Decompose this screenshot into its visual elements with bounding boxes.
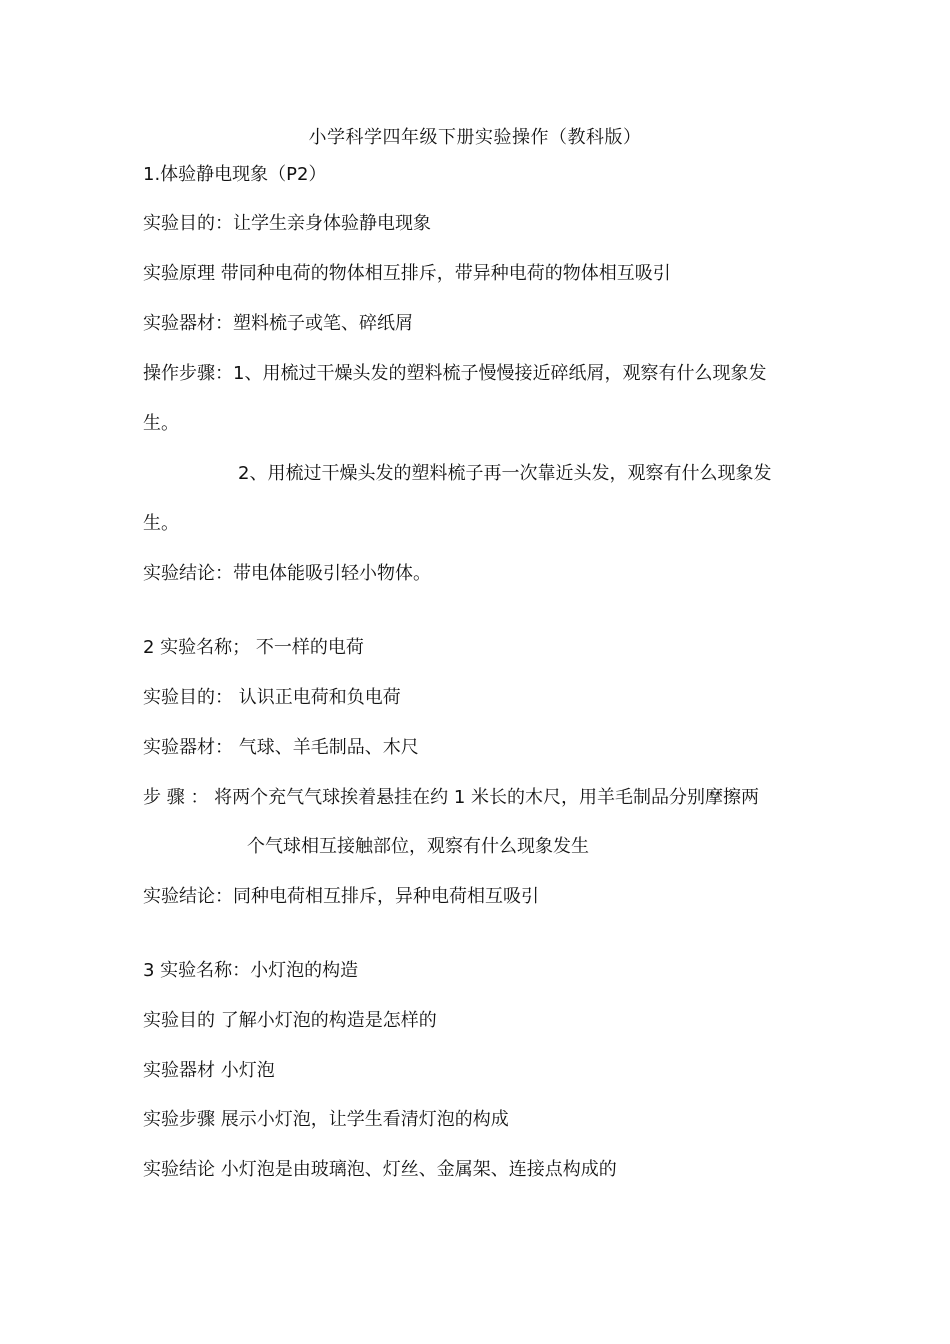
section3-steps: 实验步骤 展示小灯泡，让学生看清灯泡的构成 [143, 1109, 509, 1130]
section3-materials: 实验器材 小灯泡 [143, 1060, 275, 1081]
section1-purpose: 实验目的：让学生亲身体验静电现象 [143, 213, 431, 234]
section1-step2-line2: 生。 [143, 513, 179, 534]
section2-heading: 2 实验名称； 不一样的电荷 [143, 637, 364, 658]
document-title: 小学科学四年级下册实验操作（教科版） [308, 127, 642, 148]
section3-heading: 3 实验名称：小灯泡的构造 [143, 960, 359, 981]
section2-materials: 实验器材： 气球、羊毛制品、木尺 [143, 737, 419, 758]
section1-materials: 实验器材：塑料梳子或笔、碎纸屑 [143, 313, 413, 334]
section2-purpose: 实验目的： 认识正电荷和负电荷 [143, 687, 401, 708]
section1-step1-line2: 生。 [143, 413, 179, 434]
section2-steps-line2: 个气球相互接触部位，观察有什么现象发生 [247, 836, 589, 857]
section3-conclusion: 实验结论 小灯泡是由玻璃泡、灯丝、金属架、连接点构成的 [143, 1159, 617, 1180]
section1-conclusion: 实验结论：带电体能吸引轻小物体。 [143, 563, 431, 584]
section1-heading: 1.体验静电现象（P2） [143, 164, 327, 185]
section1-principle: 实验原理 带同种电荷的物体相互排斥，带异种电荷的物体相互吸引 [143, 263, 671, 284]
section3-purpose: 实验目的 了解小灯泡的构造是怎样的 [143, 1010, 437, 1031]
section1-step1-line1: 操作步骤：1、用梳过干燥头发的塑料梳子慢慢接近碎纸屑，观察有什么现象发 [143, 363, 767, 384]
section1-step2-line1: 2、用梳过干燥头发的塑料梳子再一次靠近头发，观察有什么现象发 [238, 463, 772, 484]
section2-steps-line1: 步 骤 ： 将两个充气气球挨着悬挂在约 1 米长的木尺，用羊毛制品分别摩擦两 [143, 787, 760, 808]
section2-conclusion: 实验结论：同种电荷相互排斥，异种电荷相互吸引 [143, 886, 539, 907]
